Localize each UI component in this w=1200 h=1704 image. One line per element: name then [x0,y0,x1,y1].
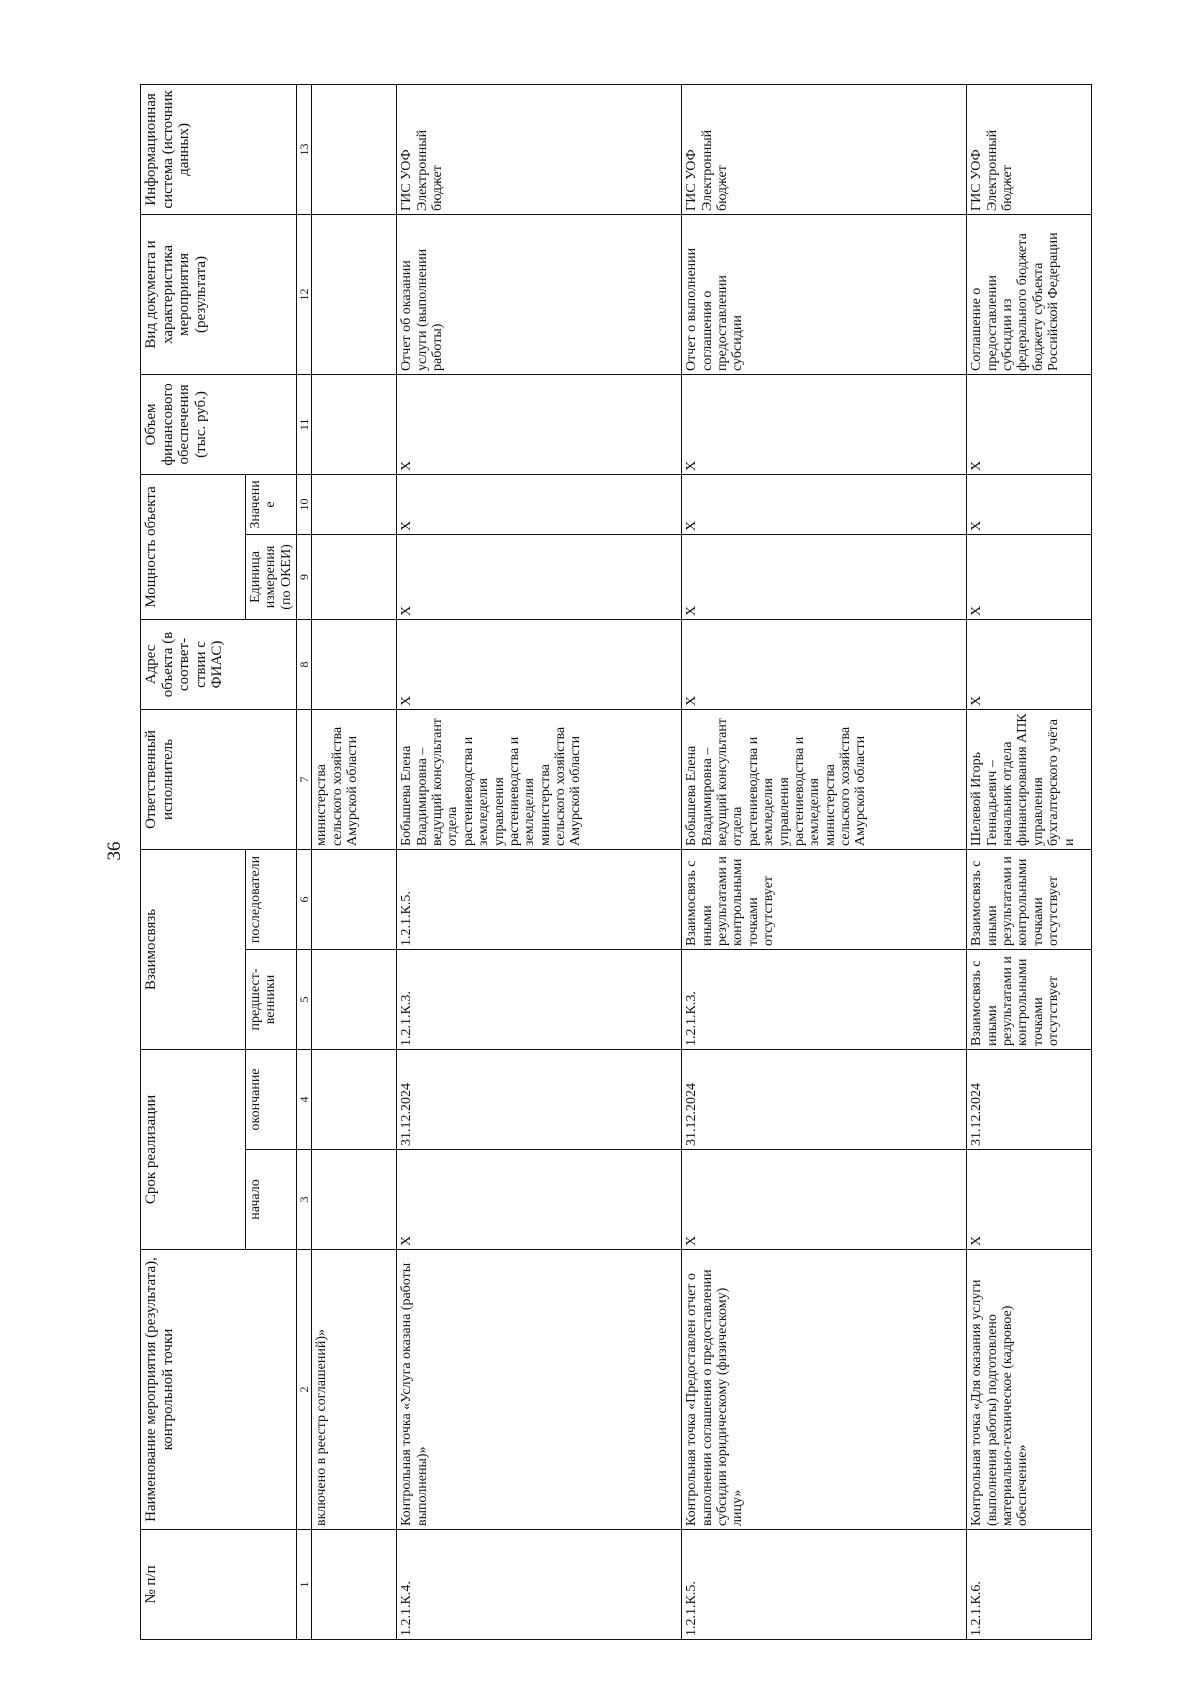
cell-num: 1.2.1.К.6. [967,1530,1092,1640]
header-relation-next: последователи [246,849,297,949]
cell-address: X [397,619,682,709]
header-period-end: окончание [246,1049,297,1149]
column-number: 3 [297,1150,312,1250]
header-relation: Взаимосвязь [141,849,246,1049]
cell-system: ГИС УОФ Электронный бюджет [967,84,1092,214]
cell-funding: X [682,374,967,474]
table-row [682,84,967,1639]
cell-num: 1.2.1.К.4. [397,1530,682,1640]
cell-end [312,1049,397,1149]
cell-system: ГИС УОФ Электронный бюджет [682,84,967,214]
header-responsible: Ответственный исполнитель [141,709,297,849]
cell-responsible: Шелевой Игорь Геннадьевич – начальник отдела финансирования АПК управления бухгалтерского учёта и [967,709,1092,849]
column-number: 1 [297,1530,312,1640]
column-number: 10 [297,474,312,534]
rotated-page [140,85,1150,1640]
header-info-system: Информационная система (источник данных) [141,84,297,214]
cell-name: Контрольная точка «Для оказания услуги (выполнения работы) подготовлено материально-техническое (кадровое) обеспечение» [967,1250,1092,1530]
cell-prev: 1.2.1.К.3. [682,949,967,1049]
column-number: 8 [297,619,312,709]
column-number: 11 [297,374,312,474]
cell-unit: X [397,534,682,619]
header-period: Срок реализации [141,1049,246,1249]
column-number: 9 [297,534,312,619]
cell-responsible: министерства сельского хозяйства Амурской области [312,709,397,849]
cell-doc [312,214,397,374]
column-number: 6 [297,849,312,949]
cell-value [312,474,397,534]
cell-doc: Отчет об оказании услуги (выполнении работы) [397,214,682,374]
header-doc-type: Вид документа и характеристика мероприятия (результата) [141,214,297,374]
table-row [397,84,682,1639]
header-capacity-unit: Единица измерения (по ОКЕИ) [246,534,297,619]
cell-start [312,1150,397,1250]
cell-responsible: Бобышева Елена Владимировна – ведущий консультант отдела растениеводства и земледелия управления растениеводства и земледелия министерства сельского хозяйства Амурской области [682,709,967,849]
cell-next: 1.2.1.К.5. [397,849,682,949]
cell-funding: X [397,374,682,474]
cell-value: X [682,474,967,534]
cell-address: X [682,619,967,709]
cell-value: X [397,474,682,534]
cell-next [312,849,397,949]
column-number: 2 [297,1250,312,1530]
header-name: Наименование мероприятия (результата), контрольной точки [141,1250,297,1530]
header-address: Адрес объекта (в соответ-ствии с ФИАС) [141,619,297,709]
cell-name: включено в реестр соглашений)» [312,1250,397,1530]
cell-value: X [967,474,1092,534]
cell-next: Взаимосвязь с иными результатами и контрольными точками отсутствует [967,849,1092,949]
cell-name: Контрольная точка «Предоставлен отчет о выполнении соглашения о предоставлении субсидии юридическому (физическому) лицу» [682,1250,967,1530]
cell-system: ГИС УОФ Электронный бюджет [397,84,682,214]
header-relation-prev: предшест-венники [246,949,297,1049]
cell-end: 31.12.2024 [682,1049,967,1149]
column-number: 4 [297,1049,312,1149]
table-row [967,84,1092,1639]
cell-start: X [682,1150,967,1250]
cell-prev: 1.2.1.К.3. [397,949,682,1049]
column-number-row [297,84,312,1639]
cell-start: X [967,1150,1092,1250]
cell-prev: Взаимосвязь с иными результатами и контрольными точками отсутствует [967,949,1092,1049]
table-row [312,84,397,1639]
cell-address [312,619,397,709]
column-number: 7 [297,709,312,849]
cell-doc: Соглашение о предоставлении субсидии из федерального бюджета бюджету субъекта Российской Федерации [967,214,1092,374]
cell-start: X [397,1150,682,1250]
cell-responsible: Бобышева Елена Владимировна – ведущий консультант отдела растениеводства и земледелия управления растениеводства и земледелия министерства сельского хозяйства Амурской области [397,709,682,849]
page-number: 36 [104,841,125,861]
cell-num [312,1530,397,1640]
cell-num: 1.2.1.К.5. [682,1530,967,1640]
header-funding: Объем финансового обеспечения (тыс. руб.) [141,374,297,474]
column-number: 5 [297,949,312,1049]
cell-prev [312,949,397,1049]
cell-system [312,84,397,214]
header-capacity-value: Значение [246,474,297,534]
cell-next: Взаимосвязь с иными результатами и контрольными точками отсутствует [682,849,967,949]
activities-table [140,84,1092,1640]
cell-end: 31.12.2024 [397,1049,682,1149]
cell-unit [312,534,397,619]
cell-unit: X [967,534,1092,619]
header-period-start: начало [246,1150,297,1250]
cell-end: 31.12.2024 [967,1049,1092,1149]
cell-address: X [967,619,1092,709]
cell-doc: Отчет о выполнении соглашения о предоставлении субсидии [682,214,967,374]
cell-funding [312,374,397,474]
cell-unit: X [682,534,967,619]
cell-funding: X [967,374,1092,474]
column-number: 12 [297,214,312,374]
header-capacity: Мощность объекта [141,474,246,619]
cell-name: Контрольная точка «Услуга оказана (работы выполнены)» [397,1250,682,1530]
column-number: 13 [297,84,312,214]
header-num: № п/п [141,1530,297,1640]
